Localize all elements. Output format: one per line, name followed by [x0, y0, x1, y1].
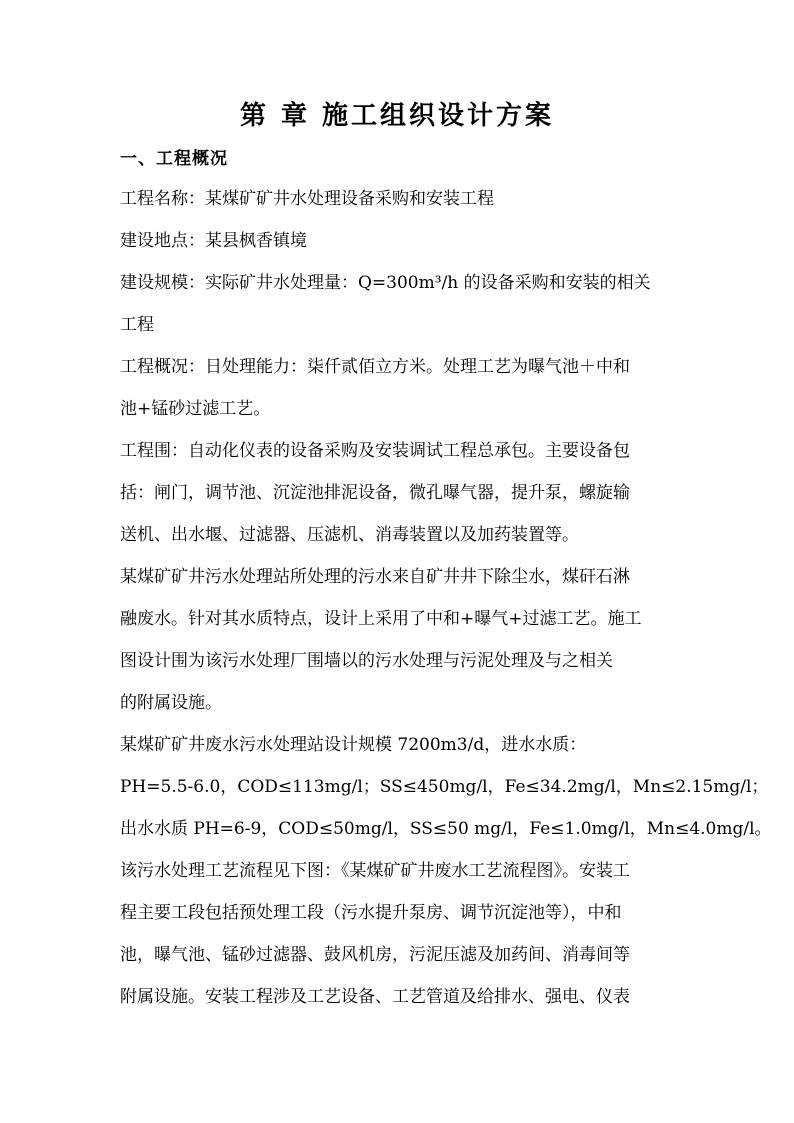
body-line: 某煤矿矿井废水污水处理站设计规模 7200m3/d，进水水质： [120, 735, 587, 755]
body-line: 建设规模：实际矿井水处理量：Q=300m³/h 的设备采购和安装的相关 [120, 273, 651, 293]
page-title: 第 章 施工组织设计方案 [239, 101, 555, 131]
body-line: 程主要工段包括预处理工段（污水提升泵房、调节沉淀池等），中和 [120, 903, 622, 923]
body-line: 工程名称：某煤矿矿井水处理设备采购和安装工程 [120, 189, 494, 209]
body-line: 建设地点：某县枫香镇境 [120, 231, 307, 251]
body-line: 送机、出水堰、过滤器、压滤机、消毒装置以及加药装置等。 [120, 525, 579, 545]
body-line: 工程围：自动化仪表的设备采购及安装调试工程总承包。主要设备包 [120, 441, 630, 461]
body-line: 该污水处理工艺流程见下图：《某煤矿矿井废水工艺流程图》。安装工 [120, 861, 630, 881]
body-line: 工程概况：日处理能力：柒仟贰佰立方米。处理工艺为曝气池＋中和 [120, 357, 630, 377]
body-line: 池，曝气池、锰砂过滤器、鼓风机房，污泥压滤及加药间、消毒间等 [120, 945, 630, 965]
section-heading: 一、工程概况 [120, 149, 228, 169]
body-line: 工程 [120, 315, 154, 335]
body-line: PH=5.5-6.0，COD≤113mg/l；SS≤450mg/l，Fe≤34.2mg/l，Mn≤2.15mg/l； [120, 777, 769, 797]
body-line: 融废水。针对其水质特点，设计上采用了中和+曝气+过滤工艺。施工 [120, 609, 642, 629]
body-line: 的附属设施。 [120, 693, 222, 713]
body-line: 池+锰砂过滤工艺。 [120, 399, 271, 419]
body-line: 图设计围为该污水处理厂围墙以的污水处理与污泥处理及与之相关 [120, 651, 613, 671]
body-line: 出水水质 PH=6-9，COD≤50mg/l，SS≤50 mg/l，Fe≤1.0mg/l，Mn≤4.0mg/l。 [120, 819, 772, 839]
body-line: 某煤矿矿井污水处理站所处理的污水来自矿井井下除尘水，煤矸石淋 [120, 567, 630, 587]
body-line: 附属设施。安装工程涉及工艺设备、工艺管道及给排水、强电、仪表 [120, 987, 630, 1007]
body-line: 括：闸门，调节池、沉淀池排泥设备，微孔曝气器，提升泵，螺旋输 [120, 483, 630, 503]
